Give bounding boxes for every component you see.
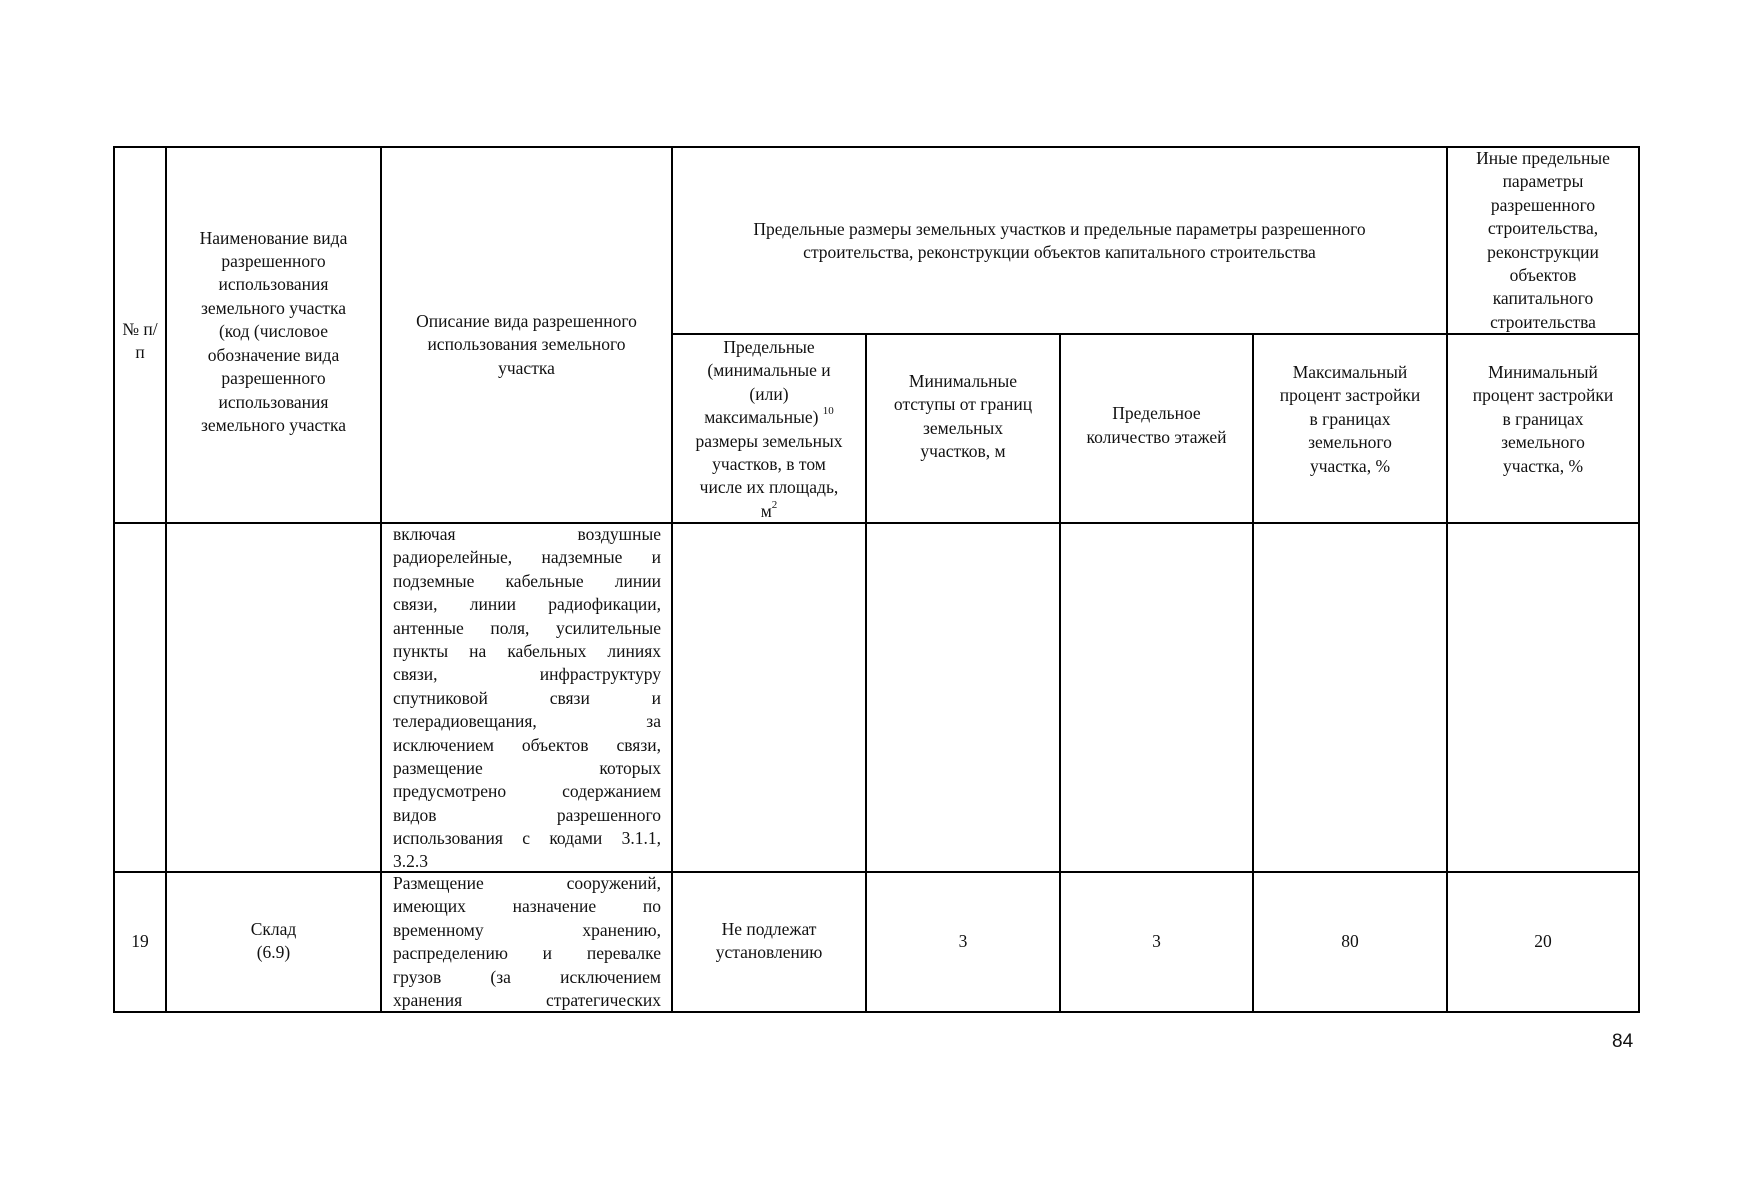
unit-superscript: 2 xyxy=(771,499,778,512)
description-line: распределению и перевалке xyxy=(393,943,661,964)
row-min-coverage: 20 xyxy=(1534,931,1552,952)
header-min-coverage xyxy=(1448,335,1638,522)
header-name xyxy=(167,148,380,522)
row-max-coverage: 80 xyxy=(1341,931,1359,952)
description-line: Размещение сооружений, xyxy=(393,873,661,893)
row-divider xyxy=(115,522,1638,524)
header-sizes-line: $м^2$ xyxy=(760,499,778,521)
header-name-line: разрешенного xyxy=(221,368,326,389)
header-floors-line: Предельное xyxy=(1112,403,1201,424)
header-floors-line: количество этажей xyxy=(1086,426,1227,447)
description-line: имеющих назначение по xyxy=(393,896,661,917)
description-line: включая воздушные xyxy=(393,524,661,544)
header-sizes-line: числе их площадь, xyxy=(699,477,839,498)
row-name xyxy=(167,873,380,1011)
header-min-coverage-line: земельного xyxy=(1501,432,1585,453)
header-max-coverage-line: Максимальный xyxy=(1292,361,1408,382)
header-sizes-line: максимальные) $^{10}$ xyxy=(704,405,834,428)
sizes-line: установлению xyxy=(715,942,823,962)
sizes-line: Не подлежат xyxy=(721,918,817,939)
header-setbacks-line: участков, м xyxy=(920,440,1006,461)
header-sizes-line: размеры земельных xyxy=(695,430,843,451)
header-description-line: использования земельного xyxy=(427,334,626,355)
header-name-line: использования xyxy=(218,391,329,412)
use-code: (6.9) xyxy=(256,942,291,962)
header-limits-group xyxy=(673,218,1446,278)
header-min-coverage-line: участка, % xyxy=(1502,455,1584,476)
footnote-mark: 10 xyxy=(822,405,834,418)
header-setbacks xyxy=(867,335,1059,522)
header-name-line: земельного участка xyxy=(201,414,346,435)
description-line: грузов (за исключением xyxy=(393,966,661,987)
header-sizes xyxy=(673,335,865,522)
header-sizes-line: (или) xyxy=(749,383,789,404)
description-line: хранения стратегических xyxy=(393,989,661,1010)
header-other-line: Иные предельные xyxy=(1476,148,1610,168)
header-max-coverage-line: процент застройки xyxy=(1279,385,1421,406)
header-sizes-line: Предельные xyxy=(723,337,815,357)
description-line: размещение которых xyxy=(393,757,661,778)
header-name-line: разрешенного xyxy=(221,251,326,272)
page-number: 84 xyxy=(1612,1031,1634,1052)
description-line: 3.2.3 xyxy=(393,851,428,871)
description-line: предусмотрено содержанием xyxy=(393,781,661,802)
header-name-line: Наименование вида xyxy=(199,227,348,248)
header-description-line: участка xyxy=(498,357,555,378)
header-max-coverage xyxy=(1254,335,1446,522)
description-line: телерадиовещания, за xyxy=(393,711,661,732)
row-continuation-description xyxy=(382,523,671,871)
header-description xyxy=(382,148,671,522)
row-floors: 3 xyxy=(1152,931,1161,952)
row-num: 19 xyxy=(131,931,149,952)
header-floors xyxy=(1061,335,1252,522)
header-name-line: использования xyxy=(218,274,329,295)
description-line: временному хранению, xyxy=(393,919,661,940)
header-limits-line: строительства, реконструкции объектов капитального строительства xyxy=(803,242,1316,263)
description-line: использования с кодами 3.1.1, xyxy=(393,828,661,849)
header-name-line: земельного участка xyxy=(201,297,346,318)
header-other-line: реконструкции xyxy=(1487,241,1599,262)
header-max-coverage-line: участка, % xyxy=(1309,455,1391,476)
header-setbacks-line: земельных xyxy=(922,417,1004,438)
description-line: антенные поля, усилительные xyxy=(393,617,661,638)
header-sizes-line: (минимальные и xyxy=(707,360,831,381)
description-line: исключением объектов связи, xyxy=(393,734,661,755)
header-name-lines xyxy=(200,227,348,438)
header-description-line: Описание вида разрешенного xyxy=(416,310,637,331)
header-other-line: капитального xyxy=(1492,288,1594,309)
header-max-coverage-line: в границах xyxy=(1309,408,1391,429)
description-line: видов разрешенного xyxy=(393,804,661,825)
row-sizes xyxy=(673,873,865,1011)
header-name-line: обозначение вида xyxy=(207,344,340,365)
header-max-coverage-line: земельного xyxy=(1308,432,1392,453)
row-description xyxy=(382,872,671,1011)
header-sizes-line: участков, в том xyxy=(712,454,826,475)
description-line: радиорелейные, надземные и xyxy=(393,547,661,568)
header-limits-line: Предельные размеры земельных участков и предельные параметры разрешенного xyxy=(753,219,1366,239)
header-setbacks-line: отступы от границ xyxy=(893,394,1033,415)
header-other-params xyxy=(1448,148,1638,333)
header-min-coverage-line: Минимальный xyxy=(1488,361,1598,382)
description-line: подземные кабельные линии xyxy=(393,570,661,591)
header-other-line: параметры xyxy=(1502,171,1584,192)
header-setbacks-line: Минимальные xyxy=(908,370,1018,391)
land-use-table xyxy=(113,146,1640,1013)
header-name-line: (код (числовое xyxy=(218,321,329,342)
header-min-coverage-line: в границах xyxy=(1502,408,1584,429)
header-other-line: строительства, xyxy=(1487,218,1599,239)
description-line: связи, линии радиофикации, xyxy=(393,594,661,615)
header-min-coverage-line: процент застройки xyxy=(1472,385,1614,406)
header-other-line: строительства xyxy=(1490,311,1596,332)
description-line: пункты на кабельных линиях xyxy=(393,640,661,661)
header-num: № п/п xyxy=(122,318,158,362)
row-setbacks: 3 xyxy=(958,931,968,952)
description-line: связи, инфраструктуру xyxy=(393,664,661,685)
description-line: спутниковой связи и xyxy=(393,687,661,708)
header-other-line: объектов xyxy=(1509,265,1577,286)
header-other-line: разрешенного xyxy=(1490,194,1596,215)
use-name: Склад xyxy=(250,918,297,939)
